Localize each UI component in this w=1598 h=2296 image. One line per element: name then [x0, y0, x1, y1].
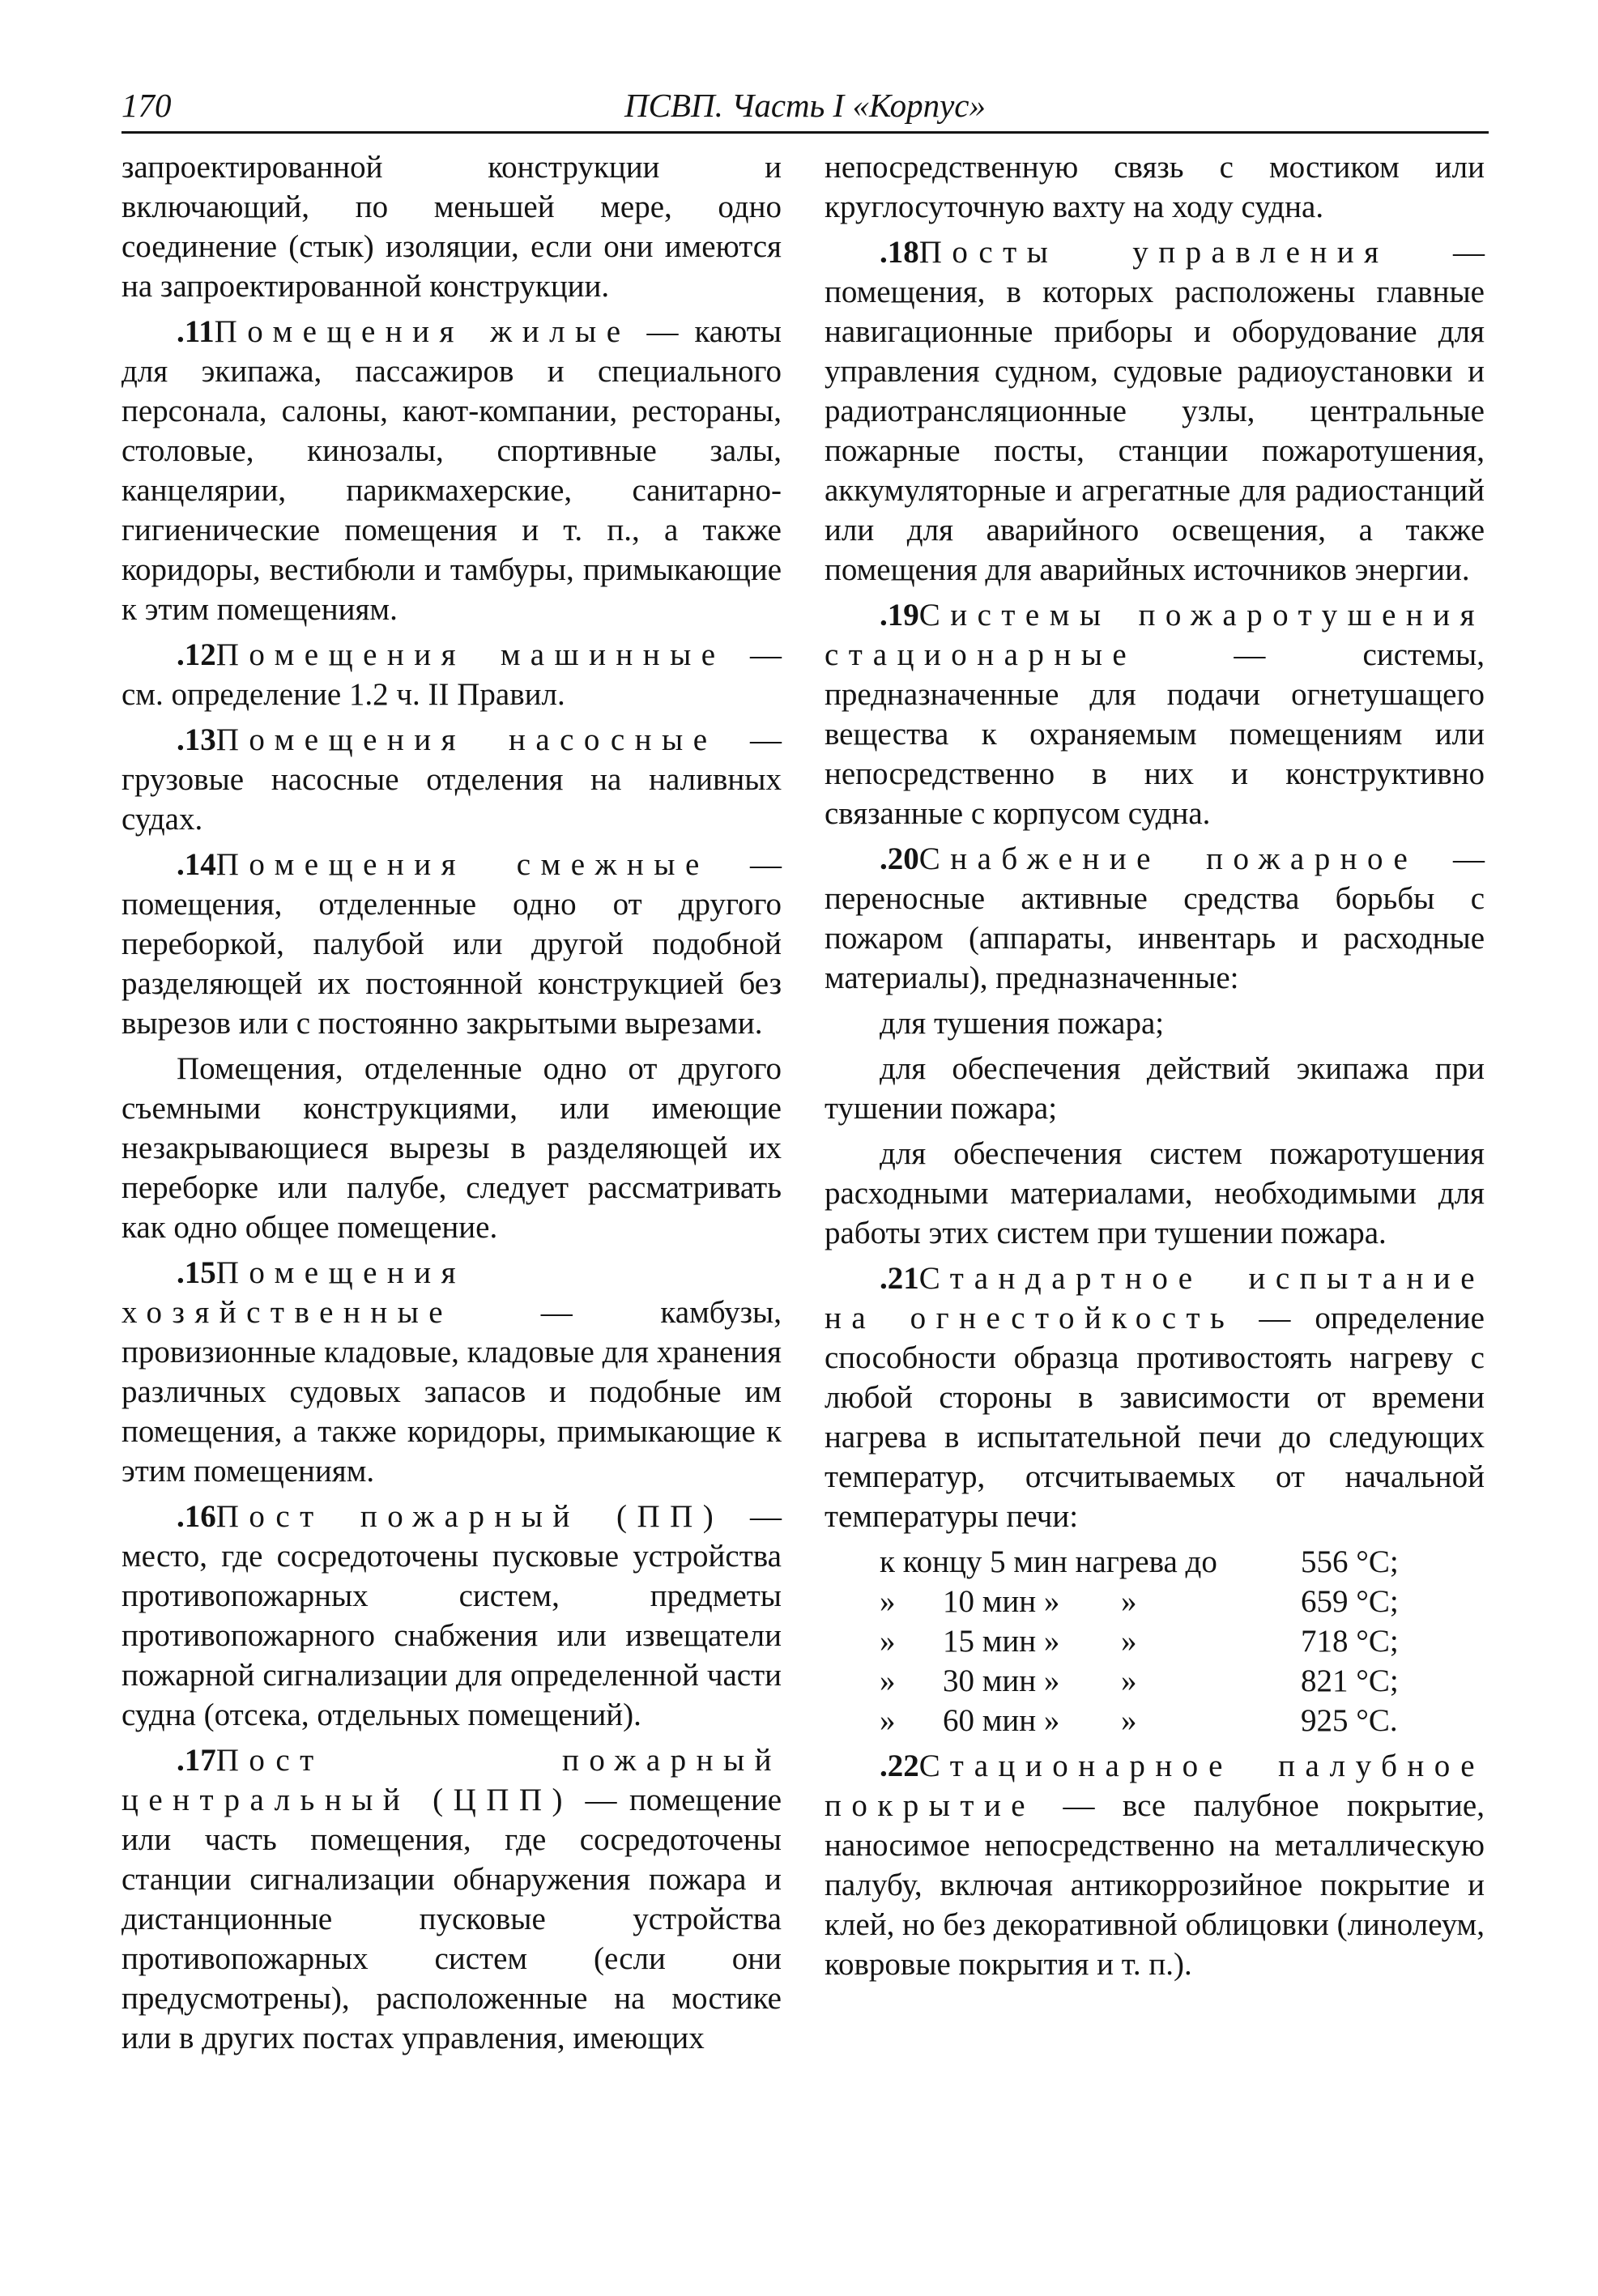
table-cell-time: [825, 1582, 1301, 1621]
definition-13: [121, 720, 782, 839]
definition-term: Помещения жилые: [214, 314, 631, 349]
table-cell-value: 659 °С;: [1301, 1584, 1399, 1619]
time-label: 10 мин »: [943, 1584, 1060, 1619]
definition-term: Помещения хозяйственные: [121, 1255, 467, 1330]
list-item: для обеспечения систем пожаротушения расходными материалами, необходимыми для работы этих систем при тушении пожара.: [825, 1136, 1485, 1250]
definition-number: .14: [177, 847, 216, 882]
definition-term: Пост пожарный (ПП): [215, 1499, 724, 1534]
definition-number: .20: [880, 841, 919, 876]
temperature-table: [825, 1542, 1485, 1740]
definition-term: Помещения насосные: [215, 722, 718, 757]
definition-12: [121, 635, 782, 714]
definition-term: Системы пожаротушения стационарные: [825, 598, 1485, 672]
definition-15: [121, 1253, 782, 1491]
table-row: [825, 1661, 1485, 1701]
time-label: 60 мин »: [943, 1703, 1060, 1738]
definition-21: [825, 1259, 1485, 1536]
time-label: 15 мин »: [943, 1624, 1060, 1659]
definition-number: .22: [880, 1749, 919, 1783]
definition-text: — помещения, отделенные одно от другого переборкой, палубой или другой подобной разделяющей их постоянной конструкцией без вырезов или с постоянно закрытыми вырезами.: [121, 847, 782, 1041]
definition-19: [825, 595, 1485, 833]
definition-term: Помещения машинные: [215, 637, 726, 672]
table-cell-time: [825, 1621, 1301, 1661]
list-item: для обеспечения действий экипажа при тушении пожара;: [825, 1051, 1485, 1126]
time-label: 30 мин »: [943, 1663, 1060, 1698]
table-cell-time: [825, 1661, 1301, 1701]
definition-text: — камбузы, провизионные кладовые, кладовые для хранения различных судовых запасов и подобные им помещения, а также коридоры, примыкающие к этим помещениям.: [121, 1295, 782, 1489]
definition-term: Стационарное палубное покрытие: [825, 1749, 1485, 1823]
table-row: [825, 1621, 1485, 1661]
paragraph-continuation: запроектированной конструкции и включающий, по меньшей мере, одно соединение (стык) изоляции, если они имеются на запроектированной конструкции.: [121, 150, 782, 304]
definition-text: — все палубное покрытие, наносимое непосредственно на металлическую палубу, включая антикоррозийное покрытие и клей, но без декоративной облицовки (линолеум, ковровые покрытия и т. п.).: [825, 1788, 1485, 1982]
page-number: 170: [121, 87, 172, 124]
table-cell-value: 556 °С;: [1301, 1544, 1399, 1579]
ditto-mark: »: [880, 1624, 896, 1659]
definition-number: .21: [880, 1261, 919, 1296]
definition-text: — место, где сосредоточены пусковые устройства противопожарных систем, предметы противопожарного снабжения или извещатели пожарной сигнализации для определенной части судна (отсека, отдельных помещений).: [121, 1499, 782, 1732]
definition-text: — системы, предназначенные для подачи огнетушащего вещества к охраняемым помещениям или непосредственно в них и конструктивно связанные с корпусом судна.: [825, 637, 1485, 831]
page-header: [121, 81, 1489, 130]
definition-text: — переносные активные средства борьбы с пожаром (аппараты, инвентарь и расходные материалы), предназначенные:: [825, 841, 1485, 995]
table-cell-time: [825, 1542, 1301, 1582]
table-row: [825, 1701, 1485, 1740]
definition-term: Посты управления: [918, 235, 1389, 270]
right-column: [825, 147, 1485, 1990]
definition-term: Стандартное испытание на огнестойкость: [825, 1261, 1485, 1335]
list-item: для тушения пожара;: [880, 1006, 1165, 1041]
ditto-mark: »: [880, 1703, 896, 1738]
definition-text: — помещение или часть помещения, где сосредоточены станции сигнализации обнаружения пожара и дистанционные пусковые устройства противопожарных систем (если они предусмотрены), расположенные на мостике или в других постах управления, имеющих: [121, 1783, 782, 2055]
definition-term: Пост пожарный центральный (ЦПП): [121, 1743, 782, 1817]
definition-text: — каюты для экипажа, пассажиров и специального персонала, салоны, кают-компании, рестораны, столовые, кинозалы, спортивные залы, канцелярии, парикмахерские, санитарно-гигиенические помещения и т. п., а также коридоры, вестибюли и тамбуры, примыкающие к этим помещениям.: [121, 314, 782, 627]
definition-number: .16: [177, 1499, 216, 1534]
definition-number: .19: [880, 598, 919, 633]
ditto-mark: »: [880, 1663, 896, 1698]
ditto-mark: »: [1121, 1703, 1137, 1738]
table-cell-value: 925 °С.: [1301, 1703, 1398, 1738]
definition-16: [121, 1497, 782, 1735]
definition-text: — помещения, в которых расположены главные навигационные приборы и оборудование для управления судном, судовые радиоустановки и радиотрансляционные узлы, центральные пожарные посты, станции пожаротушения, аккумуляторные и агрегатные для радиостанций или для аварийного освещения, а также помещения для аварийных источников энергии.: [825, 235, 1485, 587]
ditto-mark: »: [1121, 1584, 1137, 1619]
ditto-mark: »: [1121, 1663, 1137, 1698]
table-cell-value: 821 °С;: [1301, 1663, 1399, 1698]
definition-number: .11: [177, 314, 215, 349]
definition-term: Снабжение пожарное: [918, 841, 1418, 876]
definition-number: .15: [177, 1255, 216, 1290]
definition-22: [825, 1746, 1485, 1984]
definition-text: — определение способности образца противостоять нагреву с любой стороны в зависимости от времени нагрева в испытательной печи до следующих температур, отсчитываемых от начальной температуры печи:: [825, 1301, 1485, 1534]
left-column: [121, 147, 782, 2064]
definition-20: [825, 839, 1485, 998]
definition-term: Помещения смежные: [215, 847, 710, 882]
definition-text: — грузовые насосные отделения на наливных судах.: [121, 722, 782, 837]
table-row: [825, 1582, 1485, 1621]
definition-text: — см. определение 1.2 ч. II Правил.: [121, 637, 782, 712]
definition-14-note: Помещения, отделенные одно от другого съемными конструкциями, или имеющие незакрывающиеся вырезы в разделяющей их переборке или палубе, следует рассматривать как одно общее помещение.: [121, 1051, 782, 1245]
running-title: ПСВП. Часть I «Корпус»: [624, 87, 986, 124]
definition-number: .18: [880, 235, 919, 270]
definition-14: [121, 845, 782, 1043]
definition-number: .12: [177, 637, 216, 672]
ditto-mark: »: [880, 1584, 896, 1619]
definition-17: [121, 1740, 782, 2058]
definition-number: .17: [177, 1743, 216, 1778]
definition-11: [121, 312, 782, 629]
table-cell-time: [825, 1701, 1301, 1740]
table-cell-value: 718 °С;: [1301, 1624, 1399, 1659]
definition-number: .13: [177, 722, 216, 757]
header-rule: [121, 131, 1489, 134]
definition-18: [825, 232, 1485, 590]
time-label: к концу 5 мин нагрева до: [880, 1544, 1217, 1579]
paragraph-continuation: непосредственную связь с мостиком или круглосуточную вахту на ходу судна.: [825, 150, 1485, 224]
ditto-mark: »: [1121, 1624, 1137, 1659]
table-row: [825, 1542, 1485, 1582]
